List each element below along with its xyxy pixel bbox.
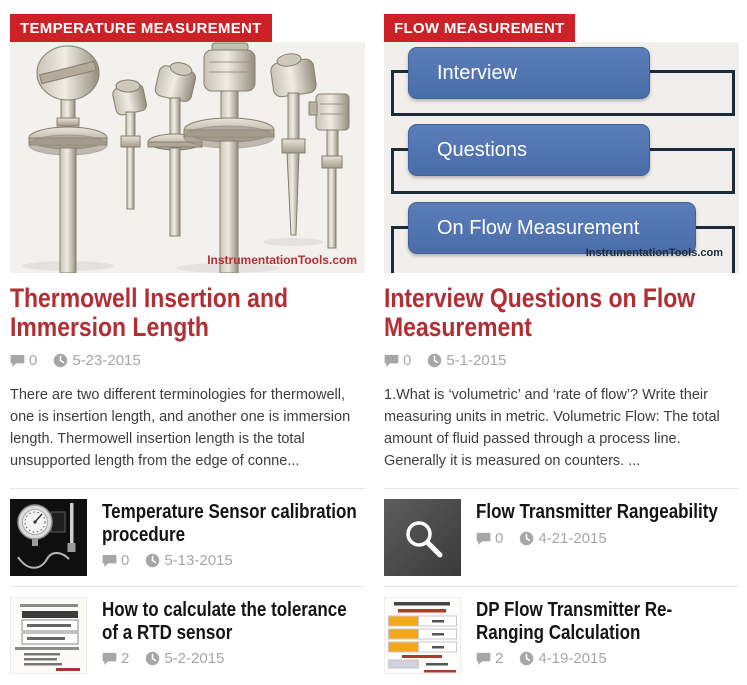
- image-watermark: InstrumentationTools.com: [585, 247, 723, 259]
- comments-count-label: 0: [29, 352, 38, 370]
- magnifier-icon: [399, 514, 447, 562]
- post-date-label: 5-23-2015: [72, 352, 141, 370]
- clock-icon: [145, 553, 160, 568]
- featured-post-meta: [384, 352, 739, 369]
- clock-icon: [519, 651, 534, 666]
- comment-icon: [102, 651, 117, 666]
- post-date: [145, 650, 224, 667]
- comment-icon: [102, 553, 117, 568]
- clock-icon: [519, 531, 534, 546]
- comments-count[interactable]: [476, 530, 503, 547]
- flow-image-button-on-flow-measurement: On Flow Measurement: [408, 202, 696, 254]
- mini-post: [384, 488, 739, 586]
- comments-count[interactable]: [10, 352, 37, 369]
- featured-post-title[interactable]: Thermowell Insertion and Immersion Length: [10, 283, 288, 343]
- mini-post-body: [102, 499, 365, 576]
- comments-count[interactable]: [102, 650, 129, 667]
- comments-count-label: 0: [403, 352, 412, 370]
- mini-post-title[interactable]: Temperature Sensor calibration procedure: [102, 501, 357, 546]
- featured-post-title[interactable]: Interview Questions on Flow Measurement: [384, 283, 696, 343]
- featured-image-flow-interview[interactable]: [384, 42, 739, 273]
- comments-count-label: 2: [121, 650, 130, 668]
- comments-count[interactable]: [102, 552, 129, 569]
- category-badge-temperature[interactable]: TEMPERATURE MEASUREMENT: [10, 14, 272, 42]
- rtd-formula-table-graphic: [10, 597, 87, 674]
- comments-count-label: 0: [121, 552, 130, 570]
- post-date: [145, 552, 232, 569]
- mini-post-title[interactable]: Flow Transmitter Rangeability: [476, 501, 718, 524]
- column-temperature: [10, 14, 365, 684]
- temperature-gauge-graphic: [10, 499, 87, 576]
- post-date: [53, 352, 140, 369]
- featured-post-excerpt: There are two different terminologies for thermowell, one is insertion length, and another one is immersion length. Thermowell insertion length is the total unsupported length from the edge of conne...: [10, 387, 351, 470]
- mini-post-meta: [476, 530, 739, 547]
- comment-icon: [10, 353, 25, 368]
- mini-post-meta: [102, 650, 365, 667]
- mini-thumbnail-temperature-gauge[interactable]: [10, 499, 87, 576]
- mini-post: [384, 586, 739, 684]
- mini-thumbnail-dp-table[interactable]: [384, 597, 461, 674]
- comments-count-label: 0: [495, 529, 504, 547]
- comment-icon: [476, 651, 491, 666]
- featured-image-thermowell[interactable]: [10, 42, 365, 273]
- image-watermark: InstrumentationTools.com: [207, 253, 357, 267]
- mini-post-list: [10, 488, 365, 684]
- comment-icon: [476, 531, 491, 546]
- mini-post-body: [102, 597, 365, 674]
- mini-post-list: [384, 488, 739, 684]
- featured-post-excerpt: 1.What is ‘volumetric’ and ‘rate of flow’? Write their measuring units in metric. Volumetric Flow: The total amount of fluid passed through a process line. Generally it is measured on counters. ...: [384, 387, 720, 470]
- flow-image-button-interview: Interview: [408, 47, 650, 99]
- mini-post-meta: [476, 650, 739, 667]
- mini-post-body: [476, 499, 739, 576]
- mini-post-meta: [102, 552, 365, 569]
- post-date: [519, 530, 606, 547]
- post-date-label: 5-1-2015: [446, 352, 507, 370]
- thermowell-photo-graphic: [10, 42, 365, 273]
- clock-icon: [145, 651, 160, 666]
- post-date-label: 4-19-2015: [538, 650, 607, 668]
- mini-post-title[interactable]: How to calculate the tolerance of a RTD sensor: [102, 599, 347, 644]
- flow-image-button-questions: Questions: [408, 124, 650, 176]
- post-date-label: 5-13-2015: [164, 552, 233, 570]
- clock-icon: [53, 353, 68, 368]
- comment-icon: [384, 353, 399, 368]
- mini-post: [10, 586, 365, 684]
- comments-count[interactable]: [476, 650, 503, 667]
- mini-post-body: [476, 597, 739, 674]
- post-date: [427, 352, 506, 369]
- featured-post-meta: [10, 352, 365, 369]
- mini-post: [10, 488, 365, 586]
- mini-thumbnail-placeholder[interactable]: [384, 499, 461, 576]
- comments-count[interactable]: [384, 352, 411, 369]
- column-flow: [384, 14, 739, 684]
- post-date-label: 4-21-2015: [538, 529, 607, 547]
- clock-icon: [427, 353, 442, 368]
- post-date-label: 5-2-2015: [164, 650, 225, 668]
- comments-count-label: 2: [495, 650, 504, 668]
- mini-post-title[interactable]: DP Flow Transmitter Re-Ranging Calculation: [476, 599, 673, 644]
- post-date: [519, 650, 606, 667]
- mini-thumbnail-rtd-table[interactable]: [10, 597, 87, 674]
- dp-flow-table-graphic: [384, 597, 461, 674]
- category-badge-flow[interactable]: FLOW MEASUREMENT: [384, 14, 575, 42]
